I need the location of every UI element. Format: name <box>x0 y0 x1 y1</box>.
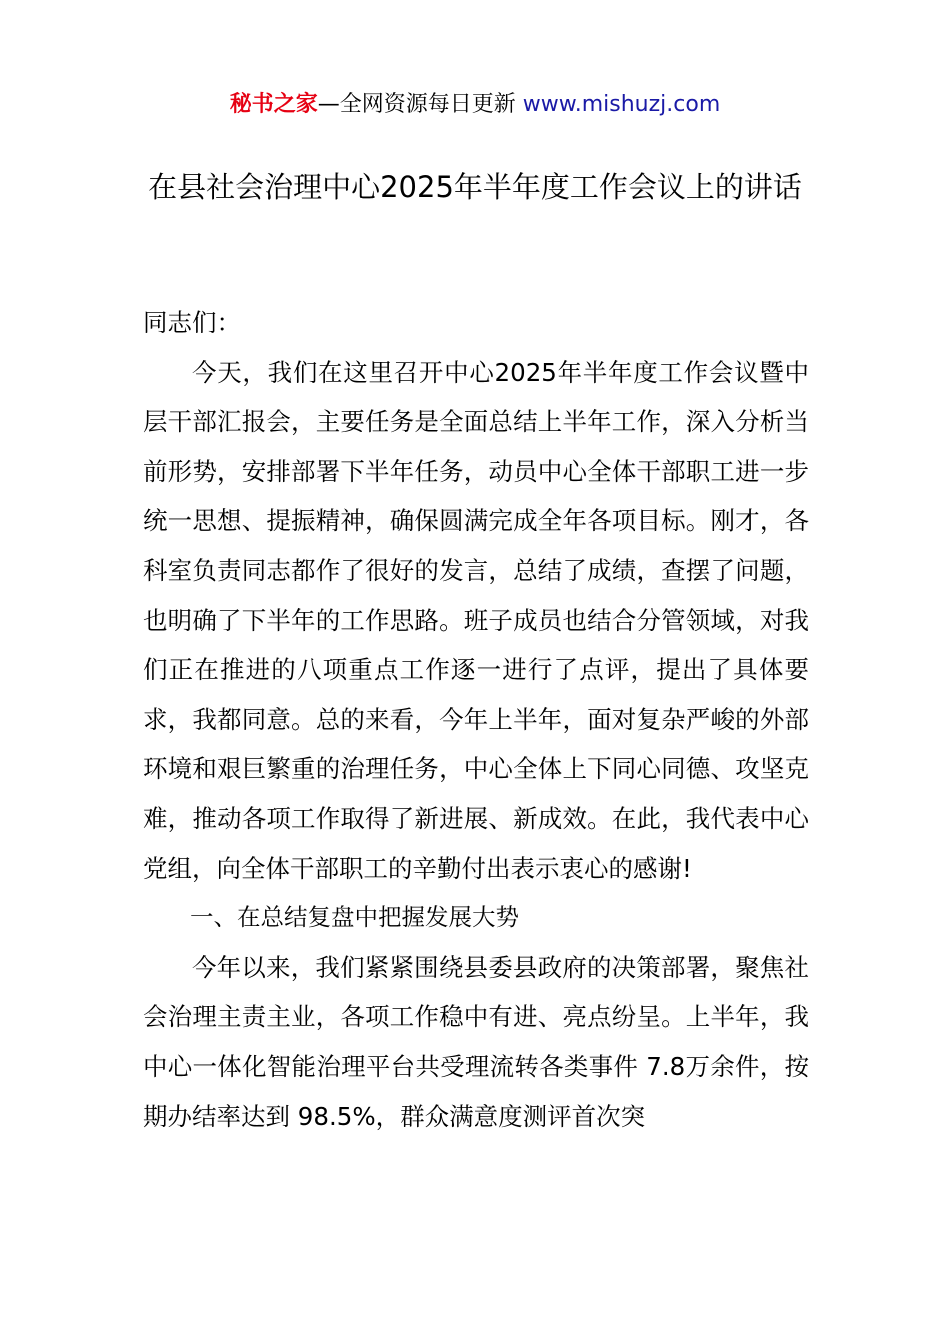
document-title: 在县社会治理中心2025年半年度工作会议上的讲话 <box>148 170 802 205</box>
header-slogan: —全网资源每日更新 <box>317 92 523 117</box>
paragraph-2: 今年以来，我们紧紧围绕县委县政府的决策部署，聚焦社会治理主责主业，各项工作稳中有进、亮点纷呈。上半年，我中心一体化智能治理平台共受理流转各类事件 7.8万余件，按期办结率达到 98.5%，群众满意度测评首次突 <box>143 952 809 1131</box>
site-url-link[interactable]: www.mishuzj.com <box>522 92 721 117</box>
section-heading-1: 一、在总结复盘中把握发展大势 <box>190 903 519 932</box>
salutation: 同志们： <box>143 308 241 337</box>
brand-name: 秘书之家 <box>229 92 318 117</box>
site-header <box>0 88 950 122</box>
document-body <box>143 298 809 1141</box>
paragraph-1: 今天，我们在这里召开中心2025年半年度工作会议暨中层干部汇报会，主要任务是全面总结上半年工作，深入分析当前形势，安排部署下半年任务，动员中心全体干部职工进一步统一思想、提振精神，确保圆满完成全年各项目标。刚才，各科室负责同志都作了很好的发言，总结了成绩，查摆了问题，也明确了下半年的工作思路。班子成员也结合分管领域，对我们正在推进的八项重点工作逐一进行了点评，提出了具体要求，我都同意。总的来看，今年上半年，面对复杂严峻的外部环境和艰巨繁重的治理任务，中心全体上下同心同德、攻坚克难，推动各项工作取得了新进展、新成效。在此，我代表中心党组，向全体干部职工的辛勤付出表示衷心的感谢! <box>143 357 809 883</box>
